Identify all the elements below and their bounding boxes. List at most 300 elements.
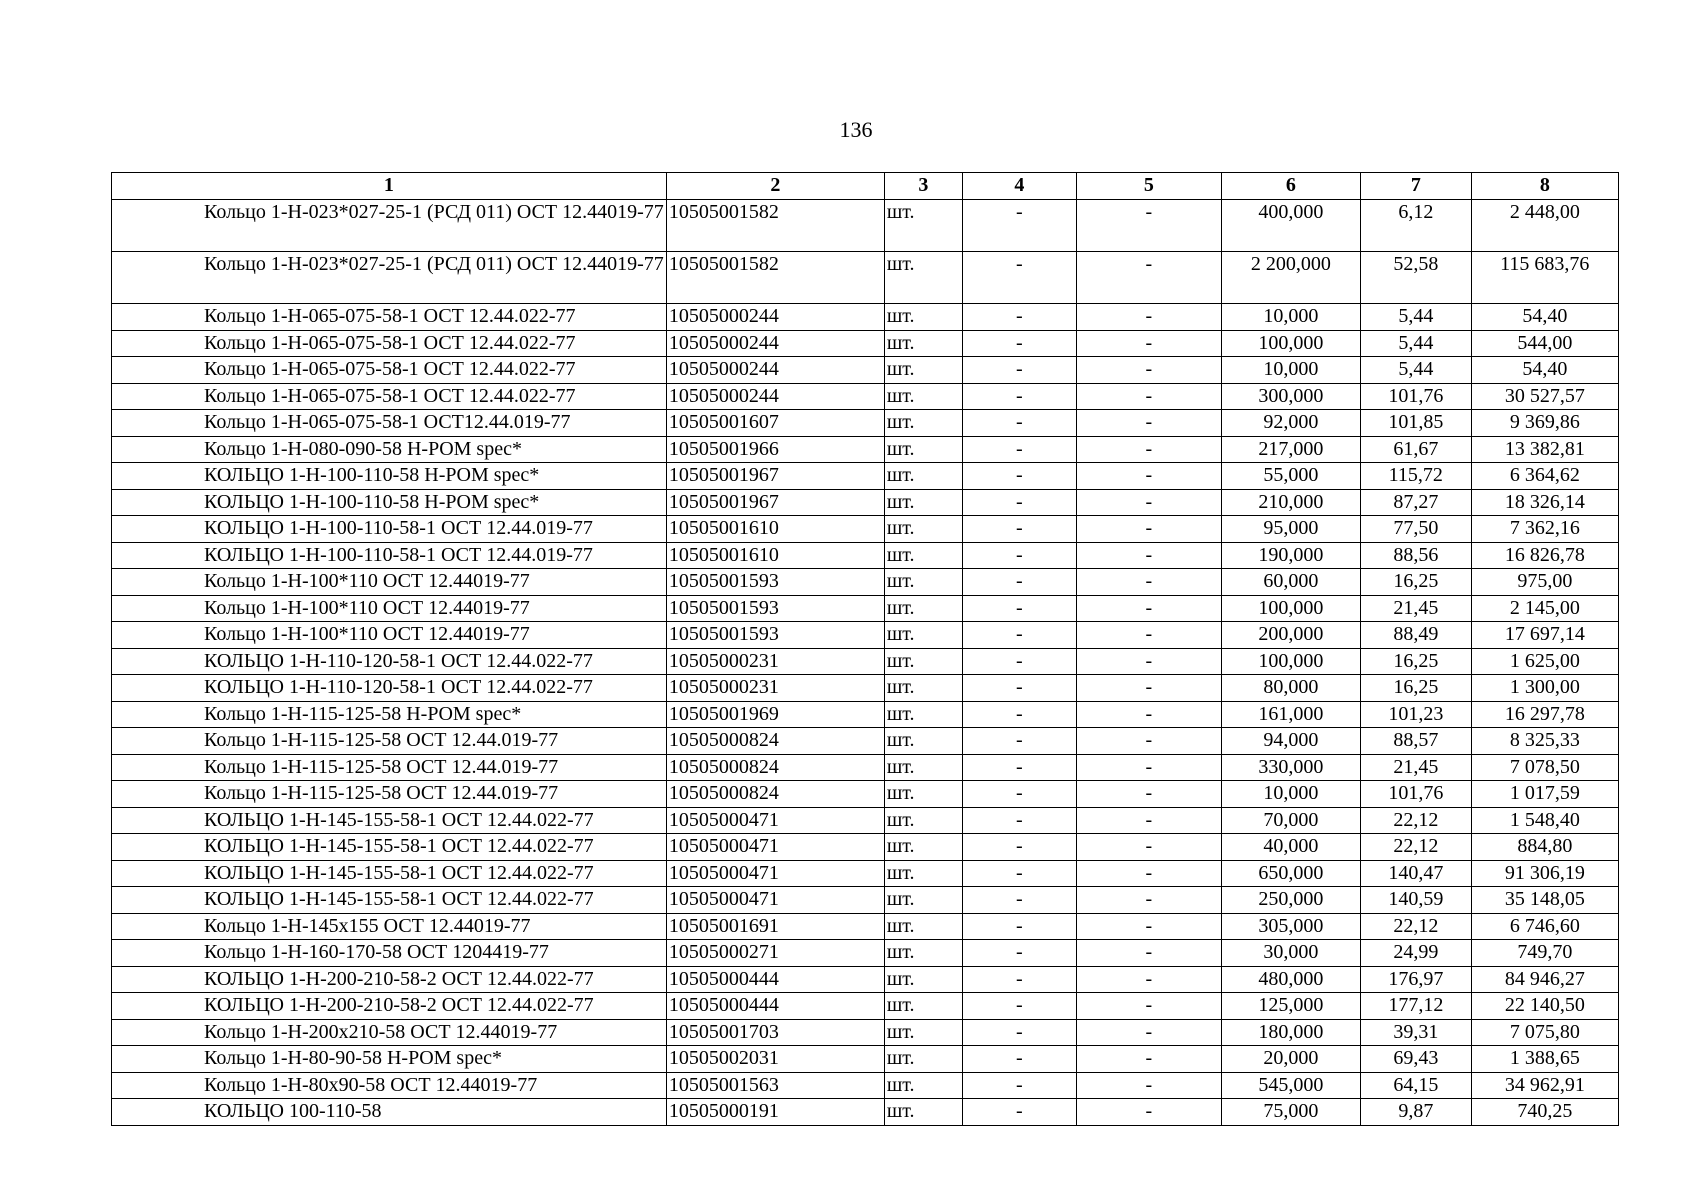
item-code-cell: 10505001691 xyxy=(666,913,884,940)
quantity-cell: 330,000 xyxy=(1221,754,1360,781)
col5-cell: - xyxy=(1076,1019,1221,1046)
table-row xyxy=(112,489,1619,516)
unit-cell: шт. xyxy=(884,781,962,808)
col4-cell: - xyxy=(962,860,1076,887)
unit-cell: шт. xyxy=(884,701,962,728)
item-name-cell: Кольцо 1-Н-200х210-58 ОСТ 12.44019-77 xyxy=(112,1019,667,1046)
table-row xyxy=(112,304,1619,331)
col4-cell: - xyxy=(962,781,1076,808)
quantity-cell: 217,000 xyxy=(1221,436,1360,463)
item-name-cell: КОЛЬЦО 1-Н-110-120-58-1 ОСТ 12.44.022-77 xyxy=(112,648,667,675)
col5-cell: - xyxy=(1076,622,1221,649)
item-code-cell: 10505000471 xyxy=(666,860,884,887)
col4-cell: - xyxy=(962,569,1076,596)
col5-cell: - xyxy=(1076,489,1221,516)
table-row xyxy=(112,940,1619,967)
amount-cell: 84 946,27 xyxy=(1471,966,1618,993)
item-name-cell: Кольцо 1-Н-160-170-58 ОСТ 1204419-77 xyxy=(112,940,667,967)
col4-cell: - xyxy=(962,701,1076,728)
col4-cell: - xyxy=(962,304,1076,331)
item-code-cell: 10505001967 xyxy=(666,463,884,490)
amount-cell: 34 962,91 xyxy=(1471,1072,1618,1099)
table-row xyxy=(112,913,1619,940)
unit-cell: шт. xyxy=(884,754,962,781)
column-header: 1 xyxy=(112,173,667,200)
amount-cell: 1 388,65 xyxy=(1471,1046,1618,1073)
unit-cell: шт. xyxy=(884,516,962,543)
quantity-cell: 100,000 xyxy=(1221,648,1360,675)
unit-cell: шт. xyxy=(884,200,962,252)
item-code-cell: 10505000244 xyxy=(666,304,884,331)
amount-cell: 8 325,33 xyxy=(1471,728,1618,755)
amount-cell: 7 078,50 xyxy=(1471,754,1618,781)
table-row xyxy=(112,252,1619,304)
unit-cell: шт. xyxy=(884,436,962,463)
item-name-cell: Кольцо 1-Н-80х90-58 ОСТ 12.44019-77 xyxy=(112,1072,667,1099)
unit-cell: шт. xyxy=(884,410,962,437)
col4-cell: - xyxy=(962,834,1076,861)
col4-cell: - xyxy=(962,516,1076,543)
item-code-cell: 10505000444 xyxy=(666,966,884,993)
col5-cell: - xyxy=(1076,754,1221,781)
unit-cell: шт. xyxy=(884,622,962,649)
price-cell: 39,31 xyxy=(1360,1019,1471,1046)
column-header: 3 xyxy=(884,173,962,200)
item-code-cell: 10505000271 xyxy=(666,940,884,967)
col4-cell: - xyxy=(962,966,1076,993)
quantity-cell: 30,000 xyxy=(1221,940,1360,967)
quantity-cell: 210,000 xyxy=(1221,489,1360,516)
unit-cell: шт. xyxy=(884,728,962,755)
quantity-cell: 2 200,000 xyxy=(1221,252,1360,304)
table-row xyxy=(112,648,1619,675)
item-code-cell: 10505001610 xyxy=(666,516,884,543)
col5-cell: - xyxy=(1076,410,1221,437)
item-name-cell: Кольцо 1-Н-145х155 ОСТ 12.44019-77 xyxy=(112,913,667,940)
table-row xyxy=(112,516,1619,543)
amount-cell: 2 145,00 xyxy=(1471,595,1618,622)
item-name-cell: Кольцо 1-Н-100*110 ОСТ 12.44019-77 xyxy=(112,622,667,649)
table-row xyxy=(112,569,1619,596)
price-cell: 88,56 xyxy=(1360,542,1471,569)
quantity-cell: 75,000 xyxy=(1221,1099,1360,1126)
col4-cell: - xyxy=(962,383,1076,410)
col4-cell: - xyxy=(962,410,1076,437)
amount-cell: 54,40 xyxy=(1471,357,1618,384)
quantity-cell: 60,000 xyxy=(1221,569,1360,596)
item-name-cell: Кольцо 1-Н-115-125-58 ОСТ 12.44.019-77 xyxy=(112,728,667,755)
price-cell: 21,45 xyxy=(1360,595,1471,622)
col5-cell: - xyxy=(1076,304,1221,331)
amount-cell: 6 746,60 xyxy=(1471,913,1618,940)
table-row xyxy=(112,728,1619,755)
item-name-cell: Кольцо 1-Н-115-125-58 Н-POM spec* xyxy=(112,701,667,728)
item-code-cell: 10505000471 xyxy=(666,807,884,834)
item-code-cell: 10505002031 xyxy=(666,1046,884,1073)
col4-cell: - xyxy=(962,436,1076,463)
page-number: 136 xyxy=(839,117,873,142)
amount-cell: 35 148,05 xyxy=(1471,887,1618,914)
unit-cell: шт. xyxy=(884,887,962,914)
table-row xyxy=(112,622,1619,649)
quantity-cell: 94,000 xyxy=(1221,728,1360,755)
price-cell: 21,45 xyxy=(1360,754,1471,781)
column-header: 7 xyxy=(1360,173,1471,200)
item-name-cell: КОЛЬЦО 100-110-58 xyxy=(112,1099,667,1126)
amount-cell: 975,00 xyxy=(1471,569,1618,596)
price-cell: 6,12 xyxy=(1360,200,1471,252)
price-cell: 177,12 xyxy=(1360,993,1471,1020)
unit-cell: шт. xyxy=(884,330,962,357)
item-code-cell: 10505001703 xyxy=(666,1019,884,1046)
amount-cell: 749,70 xyxy=(1471,940,1618,967)
col4-cell: - xyxy=(962,542,1076,569)
item-code-cell: 10505001582 xyxy=(666,200,884,252)
price-cell: 140,59 xyxy=(1360,887,1471,914)
unit-cell: шт. xyxy=(884,675,962,702)
col4-cell: - xyxy=(962,728,1076,755)
price-cell: 88,49 xyxy=(1360,622,1471,649)
col4-cell: - xyxy=(962,1019,1076,1046)
table-row xyxy=(112,1099,1619,1126)
amount-cell: 13 382,81 xyxy=(1471,436,1618,463)
col4-cell: - xyxy=(962,807,1076,834)
amount-cell: 16 297,78 xyxy=(1471,701,1618,728)
col4-cell: - xyxy=(962,357,1076,384)
item-code-cell: 10505000231 xyxy=(666,675,884,702)
table-row xyxy=(112,754,1619,781)
col4-cell: - xyxy=(962,252,1076,304)
table-header-row xyxy=(112,173,1619,200)
col5-cell: - xyxy=(1076,728,1221,755)
amount-cell: 1 625,00 xyxy=(1471,648,1618,675)
item-code-cell: 10505000244 xyxy=(666,330,884,357)
unit-cell: шт. xyxy=(884,1019,962,1046)
amount-cell: 17 697,14 xyxy=(1471,622,1618,649)
quantity-cell: 161,000 xyxy=(1221,701,1360,728)
item-code-cell: 10505000444 xyxy=(666,993,884,1020)
unit-cell: шт. xyxy=(884,542,962,569)
price-cell: 101,76 xyxy=(1360,383,1471,410)
unit-cell: шт. xyxy=(884,1099,962,1126)
col5-cell: - xyxy=(1076,1046,1221,1073)
item-name-cell: Кольцо 1-Н-115-125-58 ОСТ 12.44.019-77 xyxy=(112,754,667,781)
amount-cell: 54,40 xyxy=(1471,304,1618,331)
table-row xyxy=(112,595,1619,622)
col5-cell: - xyxy=(1076,383,1221,410)
quantity-cell: 400,000 xyxy=(1221,200,1360,252)
unit-cell: шт. xyxy=(884,569,962,596)
col5-cell: - xyxy=(1076,701,1221,728)
price-cell: 101,76 xyxy=(1360,781,1471,808)
item-name-cell: КОЛЬЦО 1-Н-110-120-58-1 ОСТ 12.44.022-77 xyxy=(112,675,667,702)
unit-cell: шт. xyxy=(884,860,962,887)
quantity-cell: 70,000 xyxy=(1221,807,1360,834)
item-code-cell: 10505001563 xyxy=(666,1072,884,1099)
item-name-cell: Кольцо 1-Н-100*110 ОСТ 12.44019-77 xyxy=(112,595,667,622)
unit-cell: шт. xyxy=(884,834,962,861)
table-row xyxy=(112,410,1619,437)
col4-cell: - xyxy=(962,622,1076,649)
col5-cell: - xyxy=(1076,860,1221,887)
table-row xyxy=(112,993,1619,1020)
item-code-cell: 10505001593 xyxy=(666,622,884,649)
price-cell: 77,50 xyxy=(1360,516,1471,543)
col5-cell: - xyxy=(1076,648,1221,675)
col5-cell: - xyxy=(1076,436,1221,463)
price-cell: 61,67 xyxy=(1360,436,1471,463)
price-cell: 87,27 xyxy=(1360,489,1471,516)
col5-cell: - xyxy=(1076,887,1221,914)
amount-cell: 91 306,19 xyxy=(1471,860,1618,887)
price-cell: 140,47 xyxy=(1360,860,1471,887)
unit-cell: шт. xyxy=(884,993,962,1020)
table-row xyxy=(112,781,1619,808)
unit-cell: шт. xyxy=(884,1046,962,1073)
item-code-cell: 10505000244 xyxy=(666,383,884,410)
item-name-cell: Кольцо 1-Н-023*027-25-1 (РСД 011) ОСТ 12.44019-77 xyxy=(112,252,667,304)
item-code-cell: 10505001582 xyxy=(666,252,884,304)
amount-cell: 30 527,57 xyxy=(1471,383,1618,410)
amount-cell: 1 300,00 xyxy=(1471,675,1618,702)
col5-cell: - xyxy=(1076,781,1221,808)
item-code-cell: 10505001593 xyxy=(666,595,884,622)
quantity-cell: 80,000 xyxy=(1221,675,1360,702)
quantity-cell: 100,000 xyxy=(1221,330,1360,357)
col4-cell: - xyxy=(962,1046,1076,1073)
item-name-cell: КОЛЬЦО 1-Н-200-210-58-2 ОСТ 12.44.022-77 xyxy=(112,993,667,1020)
col5-cell: - xyxy=(1076,675,1221,702)
price-cell: 5,44 xyxy=(1360,357,1471,384)
unit-cell: шт. xyxy=(884,940,962,967)
item-name-cell: Кольцо 1-Н-80-90-58 Н-POM spec* xyxy=(112,1046,667,1073)
item-code-cell: 10505000471 xyxy=(666,887,884,914)
table-row xyxy=(112,887,1619,914)
item-code-cell: 10505001967 xyxy=(666,489,884,516)
amount-cell: 6 364,62 xyxy=(1471,463,1618,490)
table-row xyxy=(112,542,1619,569)
col5-cell: - xyxy=(1076,993,1221,1020)
column-header: 6 xyxy=(1221,173,1360,200)
table-row xyxy=(112,357,1619,384)
col4-cell: - xyxy=(962,595,1076,622)
item-name-cell: КОЛЬЦО 1-Н-145-155-58-1 ОСТ 12.44.022-77 xyxy=(112,807,667,834)
quantity-cell: 180,000 xyxy=(1221,1019,1360,1046)
unit-cell: шт. xyxy=(884,357,962,384)
quantity-cell: 100,000 xyxy=(1221,595,1360,622)
quantity-cell: 95,000 xyxy=(1221,516,1360,543)
col5-cell: - xyxy=(1076,913,1221,940)
col5-cell: - xyxy=(1076,966,1221,993)
table-body xyxy=(112,200,1619,1126)
col5-cell: - xyxy=(1076,834,1221,861)
col4-cell: - xyxy=(962,754,1076,781)
table-row xyxy=(112,807,1619,834)
amount-cell: 740,25 xyxy=(1471,1099,1618,1126)
col4-cell: - xyxy=(962,887,1076,914)
amount-cell: 115 683,76 xyxy=(1471,252,1618,304)
item-name-cell: КОЛЬЦО 1-Н-100-110-58 Н-POM spec* xyxy=(112,463,667,490)
item-name-cell: Кольцо 1-Н-065-075-58-1 ОСТ 12.44.022-77 xyxy=(112,357,667,384)
price-cell: 176,97 xyxy=(1360,966,1471,993)
unit-cell: шт. xyxy=(884,913,962,940)
quantity-cell: 40,000 xyxy=(1221,834,1360,861)
price-cell: 101,85 xyxy=(1360,410,1471,437)
unit-cell: шт. xyxy=(884,252,962,304)
item-code-cell: 10505000471 xyxy=(666,834,884,861)
price-cell: 115,72 xyxy=(1360,463,1471,490)
price-cell: 5,44 xyxy=(1360,304,1471,331)
price-cell: 16,25 xyxy=(1360,675,1471,702)
price-cell: 69,43 xyxy=(1360,1046,1471,1073)
table-row xyxy=(112,860,1619,887)
price-cell: 52,58 xyxy=(1360,252,1471,304)
item-code-cell: 10505000231 xyxy=(666,648,884,675)
col4-cell: - xyxy=(962,1099,1076,1126)
table-row xyxy=(112,1046,1619,1073)
item-code-cell: 10505001969 xyxy=(666,701,884,728)
table-row xyxy=(112,834,1619,861)
col4-cell: - xyxy=(962,648,1076,675)
price-cell: 16,25 xyxy=(1360,648,1471,675)
amount-cell: 2 448,00 xyxy=(1471,200,1618,252)
item-name-cell: КОЛЬЦО 1-Н-100-110-58-1 ОСТ 12.44.019-77 xyxy=(112,516,667,543)
unit-cell: шт. xyxy=(884,304,962,331)
col5-cell: - xyxy=(1076,595,1221,622)
price-cell: 9,87 xyxy=(1360,1099,1471,1126)
table-row xyxy=(112,675,1619,702)
amount-cell: 16 826,78 xyxy=(1471,542,1618,569)
item-code-cell: 10505000824 xyxy=(666,781,884,808)
quantity-cell: 480,000 xyxy=(1221,966,1360,993)
amount-cell: 1 548,40 xyxy=(1471,807,1618,834)
unit-cell: шт. xyxy=(884,595,962,622)
item-name-cell: Кольцо 1-Н-065-075-58-1 ОСТ 12.44.022-77 xyxy=(112,304,667,331)
col5-cell: - xyxy=(1076,807,1221,834)
col5-cell: - xyxy=(1076,569,1221,596)
quantity-cell: 92,000 xyxy=(1221,410,1360,437)
price-cell: 22,12 xyxy=(1360,834,1471,861)
quantity-cell: 10,000 xyxy=(1221,304,1360,331)
amount-cell: 7 362,16 xyxy=(1471,516,1618,543)
unit-cell: шт. xyxy=(884,489,962,516)
price-cell: 5,44 xyxy=(1360,330,1471,357)
price-cell: 22,12 xyxy=(1360,807,1471,834)
col5-cell: - xyxy=(1076,1099,1221,1126)
column-header: 8 xyxy=(1471,173,1618,200)
unit-cell: шт. xyxy=(884,966,962,993)
price-cell: 101,23 xyxy=(1360,701,1471,728)
amount-cell: 884,80 xyxy=(1471,834,1618,861)
column-header: 5 xyxy=(1076,173,1221,200)
table-row xyxy=(112,1072,1619,1099)
column-header: 4 xyxy=(962,173,1076,200)
item-name-cell: КОЛЬЦО 1-Н-145-155-58-1 ОСТ 12.44.022-77 xyxy=(112,860,667,887)
quantity-cell: 10,000 xyxy=(1221,781,1360,808)
item-name-cell: Кольцо 1-Н-080-090-58 Н-POM spec* xyxy=(112,436,667,463)
unit-cell: шт. xyxy=(884,383,962,410)
item-name-cell: Кольцо 1-Н-065-075-58-1 ОСТ12.44.019-77 xyxy=(112,410,667,437)
item-code-cell: 10505000244 xyxy=(666,357,884,384)
col5-cell: - xyxy=(1076,463,1221,490)
col4-cell: - xyxy=(962,913,1076,940)
col5-cell: - xyxy=(1076,252,1221,304)
col4-cell: - xyxy=(962,993,1076,1020)
col4-cell: - xyxy=(962,675,1076,702)
amount-cell: 22 140,50 xyxy=(1471,993,1618,1020)
col5-cell: - xyxy=(1076,200,1221,252)
price-cell: 88,57 xyxy=(1360,728,1471,755)
item-name-cell: КОЛЬЦО 1-Н-100-110-58-1 ОСТ 12.44.019-77 xyxy=(112,542,667,569)
amount-cell: 9 369,86 xyxy=(1471,410,1618,437)
col5-cell: - xyxy=(1076,940,1221,967)
col4-cell: - xyxy=(962,200,1076,252)
quantity-cell: 305,000 xyxy=(1221,913,1360,940)
amount-cell: 7 075,80 xyxy=(1471,1019,1618,1046)
item-name-cell: КОЛЬЦО 1-Н-100-110-58 Н-POM spec* xyxy=(112,489,667,516)
col5-cell: - xyxy=(1076,516,1221,543)
unit-cell: шт. xyxy=(884,807,962,834)
item-name-cell: Кольцо 1-Н-065-075-58-1 ОСТ 12.44.022-77 xyxy=(112,383,667,410)
quantity-cell: 250,000 xyxy=(1221,887,1360,914)
unit-cell: шт. xyxy=(884,463,962,490)
price-cell: 24,99 xyxy=(1360,940,1471,967)
quantity-cell: 10,000 xyxy=(1221,357,1360,384)
col4-cell: - xyxy=(962,463,1076,490)
quantity-cell: 300,000 xyxy=(1221,383,1360,410)
amount-cell: 1 017,59 xyxy=(1471,781,1618,808)
inventory-table xyxy=(111,172,1619,1126)
quantity-cell: 545,000 xyxy=(1221,1072,1360,1099)
table-row xyxy=(112,463,1619,490)
amount-cell: 18 326,14 xyxy=(1471,489,1618,516)
table-row xyxy=(112,436,1619,463)
quantity-cell: 200,000 xyxy=(1221,622,1360,649)
price-cell: 16,25 xyxy=(1360,569,1471,596)
quantity-cell: 55,000 xyxy=(1221,463,1360,490)
item-code-cell: 10505001610 xyxy=(666,542,884,569)
item-name-cell: Кольцо 1-Н-023*027-25-1 (РСД 011) ОСТ 12.44019-77 xyxy=(112,200,667,252)
price-cell: 22,12 xyxy=(1360,913,1471,940)
table-row xyxy=(112,701,1619,728)
col5-cell: - xyxy=(1076,357,1221,384)
quantity-cell: 190,000 xyxy=(1221,542,1360,569)
table-row xyxy=(112,330,1619,357)
amount-cell: 544,00 xyxy=(1471,330,1618,357)
item-name-cell: КОЛЬЦО 1-Н-200-210-58-2 ОСТ 12.44.022-77 xyxy=(112,966,667,993)
item-code-cell: 10505001607 xyxy=(666,410,884,437)
col4-cell: - xyxy=(962,489,1076,516)
quantity-cell: 20,000 xyxy=(1221,1046,1360,1073)
col4-cell: - xyxy=(962,330,1076,357)
item-code-cell: 10505001966 xyxy=(666,436,884,463)
item-name-cell: КОЛЬЦО 1-Н-145-155-58-1 ОСТ 12.44.022-77 xyxy=(112,834,667,861)
col5-cell: - xyxy=(1076,542,1221,569)
table-row xyxy=(112,383,1619,410)
col5-cell: - xyxy=(1076,1072,1221,1099)
item-code-cell: 10505000824 xyxy=(666,728,884,755)
item-name-cell: Кольцо 1-Н-100*110 ОСТ 12.44019-77 xyxy=(112,569,667,596)
col4-cell: - xyxy=(962,940,1076,967)
unit-cell: шт. xyxy=(884,648,962,675)
table-row xyxy=(112,1019,1619,1046)
item-code-cell: 10505001593 xyxy=(666,569,884,596)
table-row xyxy=(112,966,1619,993)
col5-cell: - xyxy=(1076,330,1221,357)
table-row xyxy=(112,200,1619,252)
price-cell: 64,15 xyxy=(1360,1072,1471,1099)
quantity-cell: 650,000 xyxy=(1221,860,1360,887)
